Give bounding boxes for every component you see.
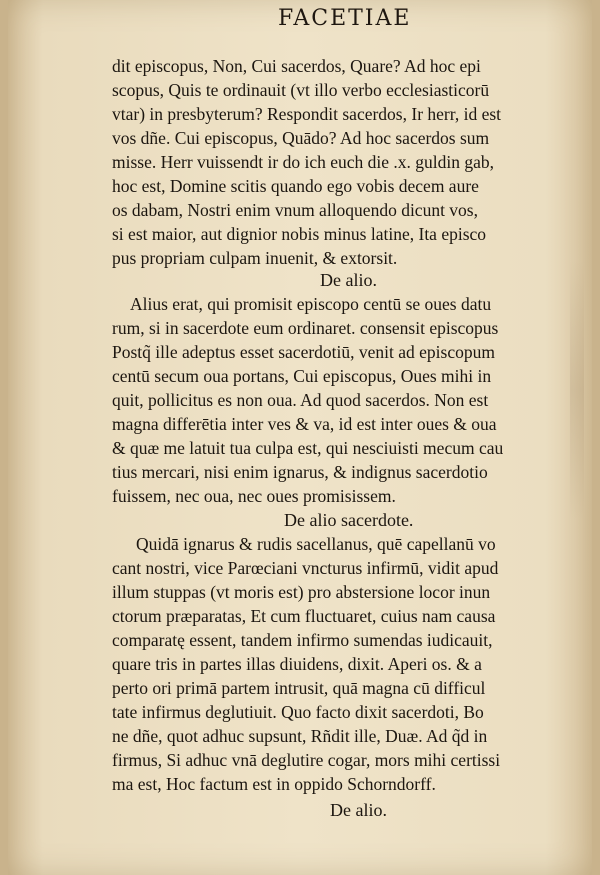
text-line: si est maior, aut dignior nobis minus latine, Ita episco [112, 224, 487, 244]
text-line: centū secum oua portans, Cui episcopus, Oues mihi in [112, 366, 492, 386]
running-title: FACETIAE [278, 6, 412, 31]
text-line: ma est, Hoc factum est in oppido Schorndorff. [112, 774, 436, 794]
text-line: quare tris in partes illas diuidens, dixit. Aperi os. & a [112, 654, 482, 674]
text-line: Postq̃ ille adeptus esset sacerdotiū, venit ad episcopum [112, 342, 495, 362]
text-line: ne dñe, quot adhuc supsunt, Rñdit ille, Duæ. Ad q̃d in [112, 726, 488, 746]
section-heading: De alio sacerdote. [284, 510, 414, 530]
book-page [8, 0, 592, 875]
text-line: illum stuppas (vt moris est) pro abstersione locor inun [112, 582, 491, 602]
text-line: pus propriam culpam inuenit, & extorsit. [112, 248, 398, 268]
text-line: magna differētia inter ves & va, id est inter oues & oua [112, 414, 497, 434]
text-line: vtar) in presbyterum? Respondit sacerdos, Ir herr, id est [112, 104, 502, 124]
section-heading: De alio. [330, 800, 387, 820]
section-heading: De alio. [320, 270, 377, 290]
text-line: os dabam, Nostri enim vnum alloquendo dicunt vos, [112, 200, 478, 220]
text-line: Alius erat, qui promisit episcopo centū se oues datu [130, 294, 492, 314]
text-line: comparatę essent, tandem infirmo sumendas iudicauit, [112, 630, 493, 650]
text-line: quit, pollicitus es non oua. Ad quod sacerdos. Non est [112, 390, 489, 410]
text-line: ctorum præparatas, Et cum fluctuaret, cuius nam causa [112, 606, 496, 626]
text-line: firmus, Si adhuc vnā deglutire cogar, mors mihi certissi [112, 750, 501, 770]
text-line: tate infirmus deglutiuit. Quo facto dixit sacerdoti, Bo [112, 702, 484, 722]
text-line: & quæ me latuit tua culpa est, qui nesciuisti mecum cau [112, 438, 504, 458]
text-line: tius mercari, nisi enim ignarus, & indignus sacerdotio [112, 462, 488, 482]
text-line: dit episcopus, Non, Cui sacerdos, Quare? Ad hoc epi [112, 56, 481, 76]
text-line: cant nostri, vice Parœciani vncturus infirmū, vidit apud [112, 558, 499, 578]
bleed-through-shadow [570, 260, 584, 520]
text-line: perto ori primā partem intrusit, quā magna cū difficul [112, 678, 486, 698]
text-line: hoc est, Domine scitis quando ego vobis decem aure [112, 176, 479, 196]
text-line: fuissem, nec oua, nec oues promisissem. [112, 486, 396, 506]
text-line: Quidā ignarus & rudis sacellanus, quē capellanū vo [136, 534, 496, 554]
text-line: misse. Herr vuissendt ir do ich euch die .x. guldin gab, [112, 152, 495, 172]
text-line: vos dñe. Cui episcopus, Quādo? Ad hoc sacerdos sum [112, 128, 490, 148]
text-line: scopus, Quis te ordinauit (vt illo verbo ecclesiasticorū [112, 80, 490, 100]
text-line: rum, si in sacerdote eum ordinaret. consensit episcopus [112, 318, 499, 338]
